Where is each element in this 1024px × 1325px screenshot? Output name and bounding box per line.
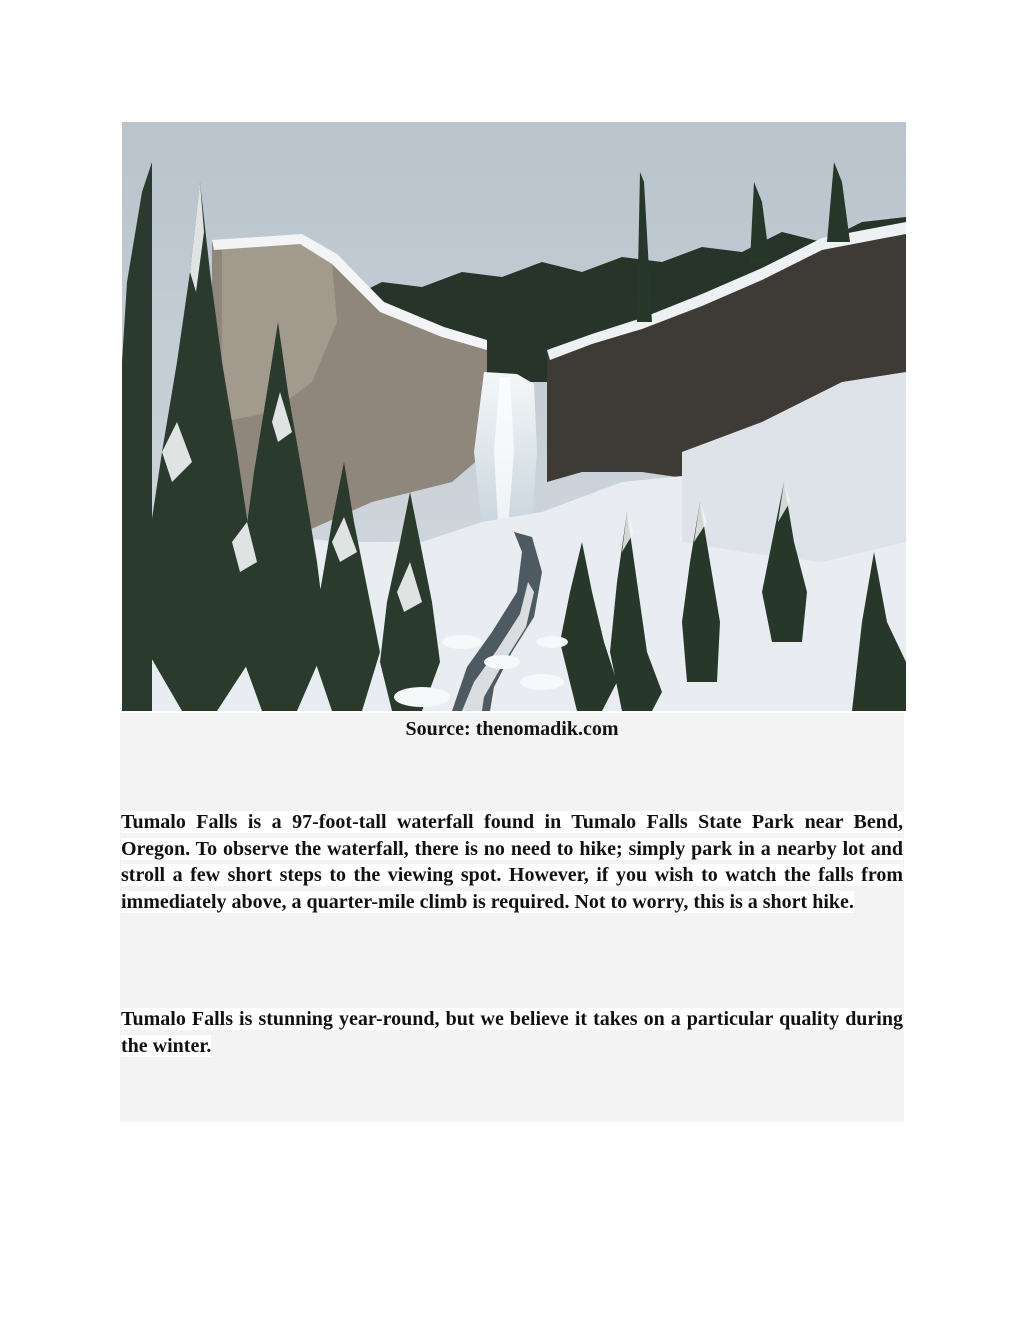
paragraph-intro	[121, 809, 903, 915]
photo-caption: Source: thenomadik.com	[405, 718, 619, 740]
paragraph-intro-text: Tumalo Falls is a 97-foot-tall waterfall found in Tumalo Falls State Park near Bend, Oregon. To observe the waterfall, there is no need to hike; simply park in a nearby lot and stroll a few short steps to the viewing spot. However, if you wish to watch the falls from immediately above, a quarter-mile climb is required. Not to worry, this is a short hike.	[121, 811, 903, 913]
paragraph-winter-text: Tumalo Falls is stunning year-round, but we believe it takes on a particular quality during the winter.	[121, 1008, 903, 1057]
waterfall-photo	[122, 122, 906, 711]
paragraph-winter	[121, 1006, 903, 1059]
snowy-waterfall-image	[122, 122, 906, 711]
